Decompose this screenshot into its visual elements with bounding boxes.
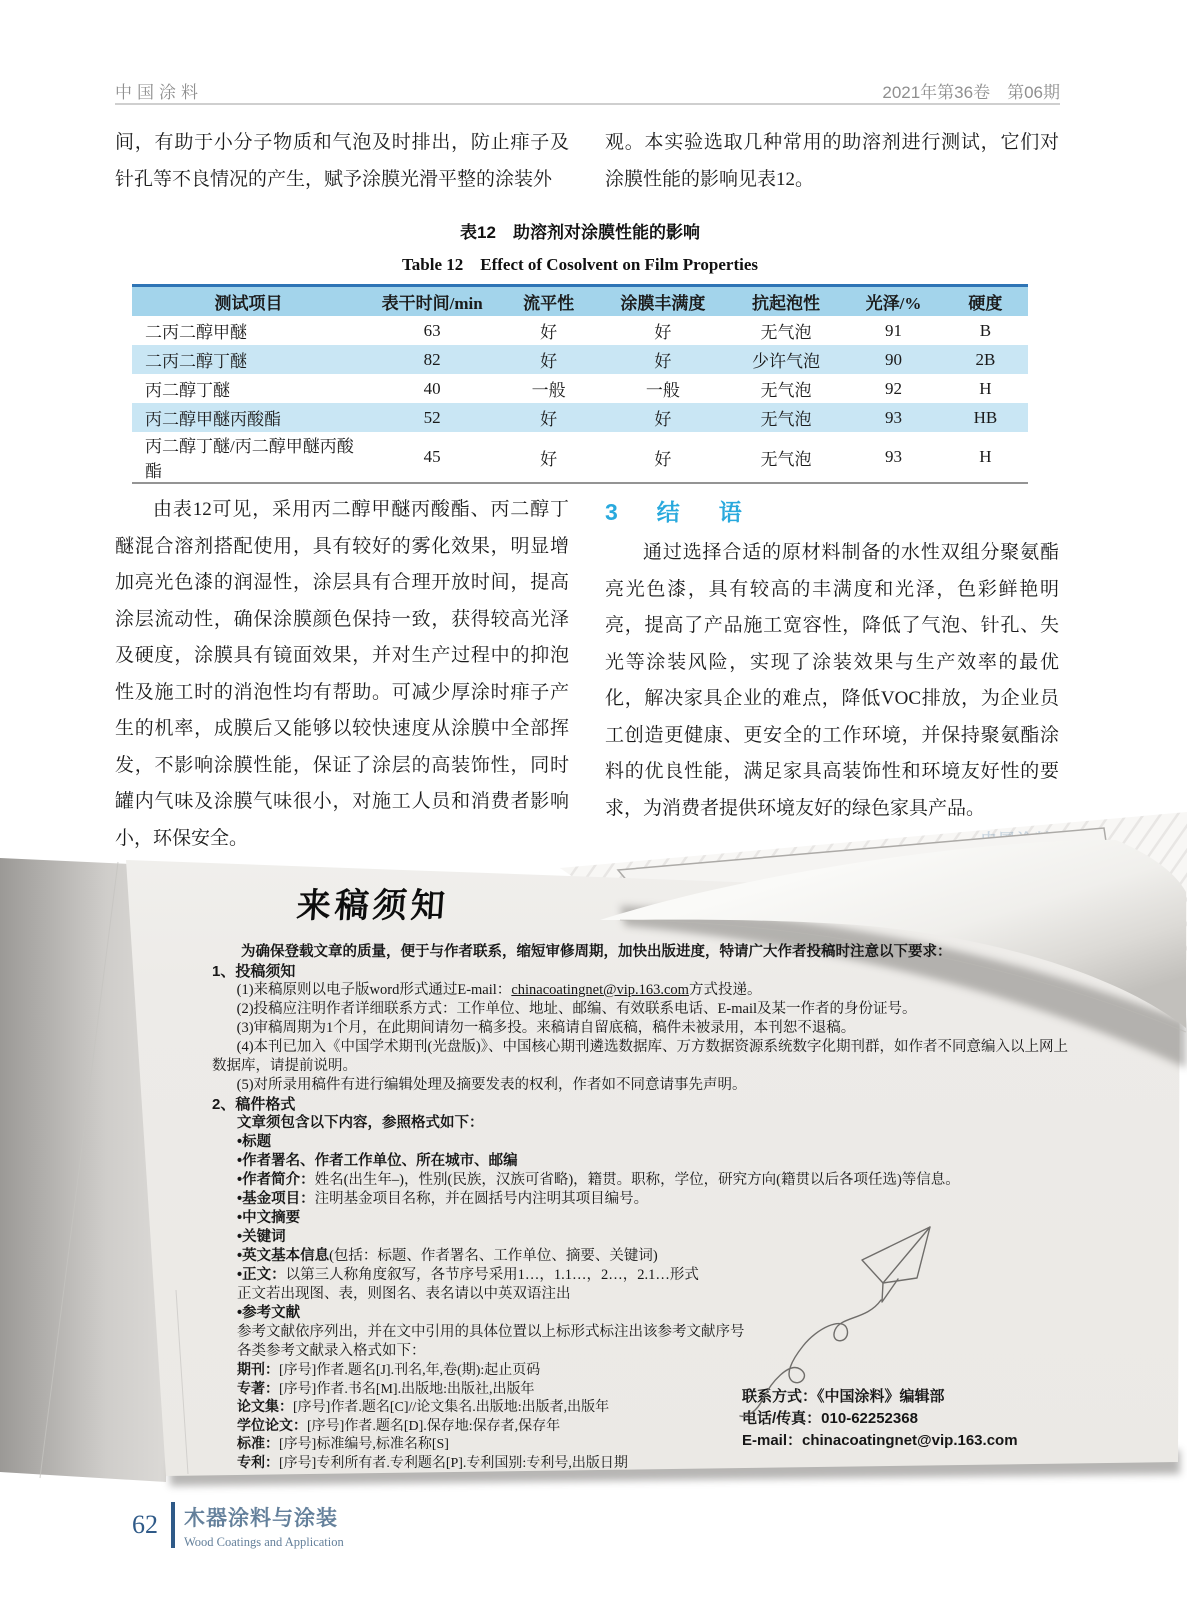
bullet-label: •正文： (237, 1267, 286, 1283)
body-note: 正文若出现图、表，则图名、表名请以中英双语注出 (237, 1286, 571, 1302)
refs-note: 参考文献依序列出，并在文中引用的具体位置以上标形式标注出该参考文献序号 (237, 1324, 745, 1340)
cell: HB (943, 403, 1028, 432)
table-row (132, 432, 1028, 483)
intro-columns (115, 124, 1060, 198)
bullet-label: •英文基本信息 (237, 1248, 330, 1264)
bullet-label: •参考文献 (237, 1305, 301, 1321)
col-header: 流平性 (499, 286, 598, 317)
ref-text: [序号]作者.题名[J].刊名,年,卷(期):起止页码 (279, 1363, 541, 1378)
cell: H (979, 378, 992, 398)
ref-label: 专著： (237, 1379, 279, 1396)
page-header (115, 78, 1060, 103)
body-columns (115, 492, 1060, 857)
notice-item: (4)本刊已加入《中国学术期刊(光盘版)》、中国核心期刊遴选数据库、万方数据资源系统数字化期刊群，如作者不同意编入以上网上数据库，请提前说明。 (212, 1039, 1068, 1074)
discussion-paragraph: 由表12可见，采用丙二醇甲醚丙酸酯、丙二醇丁醚混合溶剂搭配使用，具有较好的雾化效果，明显增加亮光色漆的润湿性，涂层具有合理开放时间，提高涂层流动性，确保涂膜颜色保持一致，获得较高光泽及硬度，涂膜具有镜面效果，并对生产过程中的抑泡性及施工时的消泡性均有帮助。可减少厚涂时痱子产生的机率，成膜后又能够以较快速度从涂膜中全部挥发，不影响涂膜性能，保证了涂层的高装饰性，同时罐内气味及涂膜气味很小，对施工人员和消费者影响小，环保安全。 (115, 499, 569, 849)
cell: 63 (423, 320, 441, 340)
table-row (132, 374, 1028, 403)
format-bullet (237, 1266, 1072, 1285)
cell: 好 (499, 403, 598, 432)
cell: 好 (499, 345, 598, 374)
ref-label: 期刊： (237, 1361, 279, 1377)
notice-item: (5)对所录用稿件有进行编辑处理及摘要发表的权利，作者如不同意请事先声明。 (236, 1077, 747, 1093)
cell: H (943, 432, 1028, 483)
cosolvent-table (132, 284, 1028, 484)
notice-section1-heading: 1、投稿须知 (212, 963, 296, 980)
format-bullet (237, 1209, 1072, 1228)
intro-right-column: 观。本实验选取几种常用的助溶剂进行测试，它们对涂膜性能的影响见表12。 (605, 132, 1059, 190)
cell: 丙二醇甲醚丙酸酯 (132, 403, 365, 432)
contact-line: 电话/传真：010-62252368 (742, 1410, 918, 1427)
cell: 93 (844, 432, 943, 483)
conclusion-paragraph: 通过选择合适的原材料制备的水性双组分聚氨酯亮光色漆，具有较高的丰满度和光泽，色彩鲜艳明亮，提高了产品施工宽容性，降低了气泡、针孔、失光等涂装风险，实现了涂装效果与生产效率的最优化，解决家具企业的难点，降低VOC排放，为企业员工创造更健康、更安全的工作环境，并保持聚氨酯涂料的优良性能，满足家具高装饰性和环境友好性的要求，为消费者提供环境友好的绿色家具产品。 (605, 542, 1059, 819)
ref-text: [序号]作者.题名[D].保存地:保存者,保存年 (307, 1418, 561, 1434)
conclusion-column (605, 492, 1059, 857)
footer-bar (171, 1502, 175, 1548)
table-row (132, 316, 1028, 345)
issue-info: 2021年第36卷 第06期 (882, 83, 1060, 102)
cell: 93 (844, 403, 943, 432)
format-bullet (237, 1247, 1072, 1266)
bullet-label: •作者署名、作者工作单位、所在城市、邮编 (237, 1153, 518, 1169)
notice-item: (2)投稿应注明作者详细联系方式：工作单位、地址、邮编、有效联系电话、E-mail及某一作者的身份证号。 (236, 1001, 917, 1017)
footer-section-zh: 木器涂料与涂装 (184, 1507, 338, 1530)
submission-email: chinacoatingnet@vip.163.com (511, 982, 689, 998)
format-bullet (237, 1133, 1072, 1152)
page-number: 62 (132, 1510, 158, 1539)
table-section (132, 218, 1028, 484)
bullet-text: (包括：标题、作者署名、工作单位、摘要、关键词) (329, 1248, 658, 1264)
ref-text: [序号]作者.书名[M].出版地:出版社,出版年 (279, 1381, 535, 1397)
cell: 52 (365, 403, 499, 432)
bullet-text: 以第三人称角度叙写，各节序号采用1…，1.1…，2…，2.1…形式 (285, 1267, 699, 1283)
ref-label: 学位论文： (237, 1416, 307, 1433)
cell: 好 (499, 432, 598, 483)
notice-intro: 为确保登载文章的质量，便于与作者联系，缩短审修周期，加快出版进度，特请广大作者投稿时注意以下要求： (241, 944, 952, 960)
table-row (132, 403, 1028, 432)
refs-note: 各类参考文献录入格式如下： (237, 1343, 426, 1359)
format-bullet (237, 1152, 1072, 1171)
ref-text: [序号]专利所有者.专利题名[P].专利国别:专利号,出版日期 (279, 1455, 628, 1471)
contact-line: E-mail：chinacoatingnet@vip.163.com (742, 1432, 1018, 1449)
col-header: 测试项目 (132, 286, 365, 317)
header-rule (115, 103, 1060, 105)
notice-item: (3)审稿周期为1个月，在此期间请勿一稿多投。来稿请自留底稿，稿件未被录用，本刊恕不退稿。 (236, 1020, 856, 1036)
footer-section-en: Wood Coatings and Application (184, 1535, 344, 1549)
bullet-label: •作者简介： (237, 1172, 315, 1188)
paper-plane-icon (735, 1178, 940, 1423)
cell: 一般 (645, 381, 680, 400)
bullet-text: 姓名(出生年–)，性别(民族，汉族可省略)，籍贯。职称，学位，研究方向(籍贯以后各项任选)等信息。 (314, 1172, 960, 1188)
cell: 无气泡 (728, 432, 844, 483)
cell: 40 (423, 378, 441, 398)
cell: 无气泡 (728, 403, 844, 432)
format-bullet (237, 1190, 1072, 1209)
page-footer (132, 1502, 344, 1550)
bullet-label: •基金项目： (237, 1191, 315, 1207)
footer-section (184, 1502, 344, 1550)
cell: 丙二醇丁醚/丙二醇甲醚丙酸酯 (132, 432, 365, 483)
cell: 90 (844, 345, 943, 374)
notice-section2-heading: 2、稿件格式 (212, 1096, 296, 1113)
notice-section2-lead: 文章须包含以下内容，参照格式如下： (237, 1115, 484, 1131)
cell: 好 (598, 432, 728, 483)
cell: 82 (365, 345, 499, 374)
table-caption-zh: 表12 助溶剂对涂膜性能的影响 (460, 223, 700, 242)
cell: 少许气泡 (728, 345, 844, 374)
col-header: 抗起泡性 (728, 286, 844, 317)
ref-label: 专利： (237, 1453, 279, 1470)
bullet-text: 注明基金项目名称，并在圆括号内注明其项目编号。 (314, 1191, 649, 1207)
col-header: 硬度 (943, 286, 1028, 317)
notice-title: 来稿须知 (295, 887, 451, 925)
table-header-row (132, 286, 1028, 317)
cell: 二丙二醇丁醚 (132, 345, 365, 374)
contact-line: 联系方式：《中国涂料》编辑部 (742, 1388, 945, 1405)
format-bullet (237, 1171, 1072, 1190)
cell: 45 (365, 432, 499, 483)
cell: 丙二醇丁醚 (145, 381, 230, 400)
cell: 好 (540, 323, 558, 342)
ref-text: [序号]标准编号,标准名称[S] (279, 1437, 449, 1452)
cell: 92 (885, 378, 903, 398)
col-header: 表干时间/min (365, 286, 499, 317)
format-bullet (237, 1304, 1072, 1323)
table-caption-en: Table 12 Effect of Cosolvent on Film Properties (401, 255, 758, 274)
cell: 一般 (531, 381, 566, 400)
ref-label: 论文集： (237, 1398, 293, 1414)
ref-text: [序号]作者.题名[C]//论文集名.出版地:出版者,出版年 (293, 1400, 610, 1415)
cell: 好 (654, 323, 672, 342)
format-bullet (237, 1228, 1072, 1247)
conclusion-heading: 3 结 语 (605, 499, 750, 525)
cell: 91 (885, 320, 903, 340)
cell: 好 (598, 403, 728, 432)
cell: B (979, 320, 992, 340)
reference-format (237, 1361, 1072, 1380)
item-text: 方式投递。 (688, 982, 762, 998)
bullet-label: •关键词 (237, 1229, 286, 1245)
ref-label: 标准： (237, 1435, 279, 1451)
item-text: (1)来稿原则以电子版word形式通过E-mail： (236, 982, 512, 998)
intro-left-column: 间，有助于小分子物质和气泡及时排出，防止痱子及针孔等不良情况的产生，赋予涂膜光滑平整的涂装外 (115, 132, 569, 190)
cell: 二丙二醇甲醚 (145, 323, 247, 342)
bullet-label: •中文摘要 (237, 1210, 301, 1226)
journal-name: 中国涂料 (115, 83, 203, 102)
notice-item (212, 981, 1072, 1000)
bullet-label: •标题 (237, 1134, 272, 1150)
submission-notice (212, 878, 1072, 1472)
cell: 好 (598, 345, 728, 374)
discussion-column (115, 492, 569, 857)
reference-format (237, 1454, 1072, 1473)
col-header: 光泽/% (844, 286, 943, 317)
table-row (132, 345, 1028, 374)
cell: 2B (943, 345, 1028, 374)
cell: 无气泡 (760, 381, 812, 400)
col-header: 涂膜丰满度 (598, 286, 728, 317)
cell: 无气泡 (760, 323, 812, 342)
